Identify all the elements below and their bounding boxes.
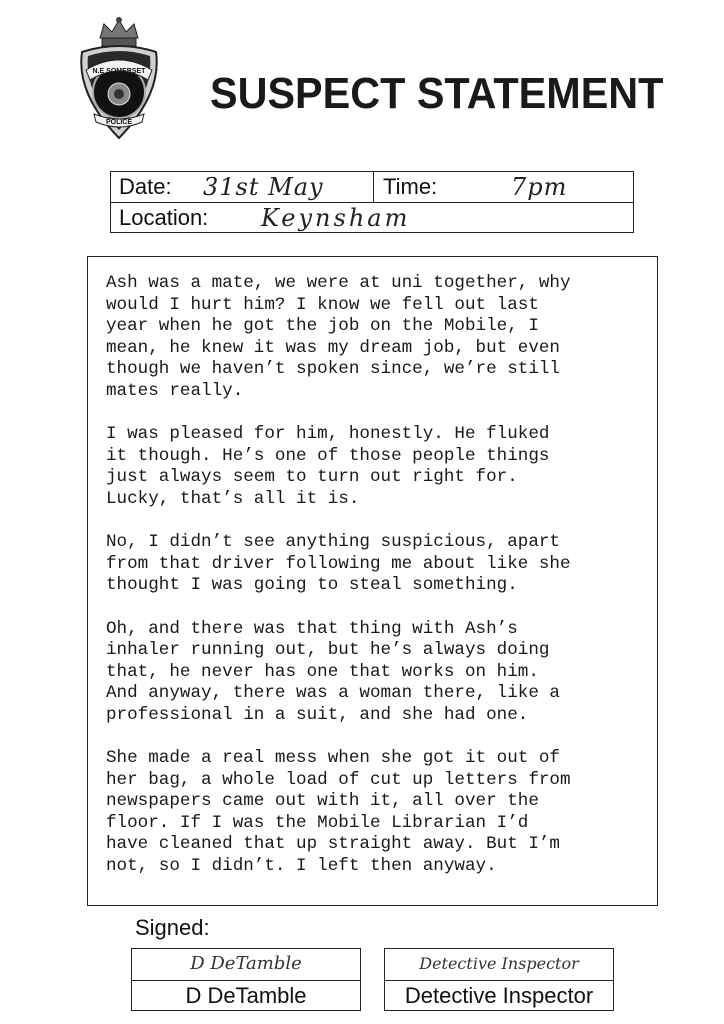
statement-details-table: [110, 171, 634, 233]
date-label: Date:: [119, 174, 172, 199]
signed-label: Signed:: [135, 915, 210, 940]
statement-paragraph: I was pleased for him, honestly. He fluked it though. He’s one of those people things just always seem to turn out right for. Lucky, that’s all it is.: [106, 424, 550, 509]
date-time-row: [111, 172, 633, 203]
suspect-signature-box: [131, 948, 361, 1011]
statement-body: [87, 256, 658, 906]
statement-paragraph: No, I didn’t see anything suspicious, apart from that driver following me about like she thought I was going to steal something.: [106, 532, 571, 596]
inspector-signature-box: [384, 948, 614, 1011]
date-value: 31st May: [203, 173, 324, 201]
location-row: [111, 203, 633, 233]
location-value: Keynsham: [261, 204, 411, 232]
statement-paragraph: Oh, and there was that thing with Ash’s inhaler running out, but he’s always doing that, he never has one that works on him. And anyway, there was a woman there, like a professional in a suit, and she had one.: [106, 618, 560, 725]
police-badge-icon: [74, 16, 164, 144]
statement-paragraph: Ash was a mate, we were at uni together, why would I hurt him? I know we fell out last year when he got the job on the Mobile, I mean, he knew it was my dream job, but even though we haven’t spoken since, we’re still mates really.: [106, 273, 571, 401]
inspector-signature: Detective Inspector: [419, 954, 579, 973]
divider: [373, 172, 374, 202]
statement-paragraph: She made a real mess when she got it out of her bag, a whole load of cut up letters from newspapers came out with it, all over the floor. If I was the Mobile Librarian I’d have cleaned that up straight away. But I’m not, so I didn’t. I left then anyway.: [106, 748, 571, 877]
time-label: Time:: [383, 174, 438, 199]
time-value: 7pm: [511, 173, 568, 201]
page-title: SUSPECT STATEMENT: [210, 69, 664, 118]
badge-top-text: N.E SOMERSET: [92, 68, 146, 75]
suspect-signature: D DeTamble: [190, 953, 302, 974]
badge-bottom-text: POLICE: [105, 119, 133, 126]
suspect-name: D DeTamble: [185, 983, 307, 1008]
location-label: Location:: [119, 205, 209, 230]
inspector-name: Detective Inspector: [404, 983, 594, 1008]
